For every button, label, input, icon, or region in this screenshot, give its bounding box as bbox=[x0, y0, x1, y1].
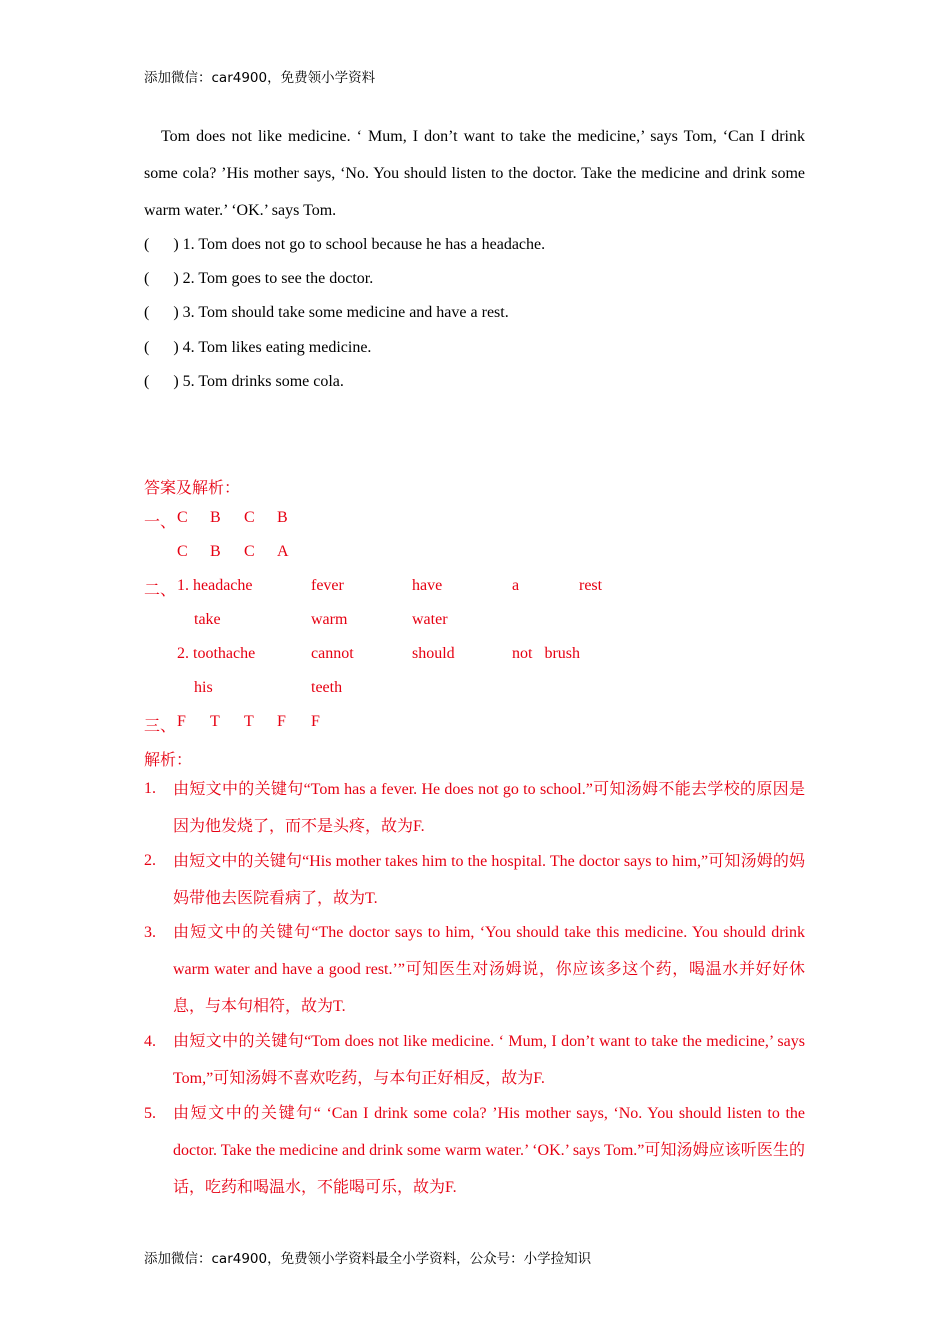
answer-bracket: ( ) bbox=[144, 339, 179, 356]
answer-cell: F bbox=[177, 713, 186, 730]
question-text: 3. Tom should take some medicine and have a rest. bbox=[182, 304, 509, 321]
explanation-text: 由短文中的关键句“Tom does not like medicine. ‘ Mum, I don’t want to take the medicine,’ says Tom,”可知汤姆不喜欢吃药，与本句正好相反，故为F. bbox=[173, 1033, 805, 1087]
answer-cell: F bbox=[311, 713, 320, 730]
answer-bracket: ( ) bbox=[144, 236, 179, 253]
explanation-title: 解析： bbox=[144, 752, 193, 769]
question-item bbox=[144, 270, 373, 288]
answer-cell: B bbox=[210, 509, 221, 526]
page-footer: 添加微信：car4900，免费领小学资料最全小学资料，公众号：小学捡知识 bbox=[144, 1251, 592, 1267]
answers-title: 答案及解析： bbox=[144, 480, 241, 497]
explanation-text: 由短文中的关键句“Tom has a fever. He does not go to school.”可知汤姆不能去学校的原因是因为他发烧了，而不是头疼，故为F. bbox=[173, 781, 805, 835]
answer-cell: rest bbox=[579, 577, 603, 594]
question-text: 4. Tom likes eating medicine. bbox=[182, 339, 372, 356]
answer-cell: fever bbox=[311, 577, 344, 594]
answer-bracket: ( ) bbox=[144, 304, 179, 321]
explanation-text: 由短文中的关键句“ ‘Can I drink some cola? ’His mother says, ‘No. You should listen to the doctor. Take the medicine and drink some warm water.’ ‘OK.’ says Tom.”可知汤姆应该听医生的话，吃药和喝温水，不能喝可乐，故为F. bbox=[173, 1105, 805, 1196]
answer-cell: not brush bbox=[512, 645, 580, 662]
question-text: 2. Tom goes to see the doctor. bbox=[182, 270, 374, 287]
part3-label: 三、 bbox=[144, 718, 177, 735]
answer-cell: take bbox=[194, 611, 221, 628]
question-item bbox=[144, 236, 545, 254]
answer-cell: a bbox=[512, 577, 520, 594]
answer-cell: warm bbox=[311, 611, 348, 628]
question-item bbox=[144, 339, 371, 357]
part1-label: 一、 bbox=[144, 514, 177, 531]
answer-cell: have bbox=[412, 577, 443, 594]
explanation-number: 2. bbox=[144, 852, 156, 869]
explanation-number: 3. bbox=[144, 924, 156, 941]
answer-cell: C bbox=[244, 543, 255, 560]
answer-cell: T bbox=[210, 713, 220, 730]
question-text: 1. Tom does not go to school because he has a headache. bbox=[182, 236, 546, 253]
explanation-number: 5. bbox=[144, 1105, 156, 1122]
question-item bbox=[144, 373, 344, 391]
explanation-text: 由短文中的关键句“The doctor says to him, ‘You should take this medicine. You should drink warm water and have a good rest.’”可知医生对汤姆说，你应该多这个药，喝温水并好好休息，与本句相符，故为T. bbox=[173, 924, 805, 1015]
question-text: 5. Tom drinks some cola. bbox=[182, 373, 344, 390]
explanation-text: 由短文中的关键句“His mother takes him to the hospital. The doctor says to him,”可知汤姆的妈妈带他去医院看病了，故为T. bbox=[173, 853, 805, 907]
answer-cell: water bbox=[412, 611, 448, 628]
answer-cell: 1. headache bbox=[177, 577, 253, 594]
answer-cell: B bbox=[277, 509, 288, 526]
answer-cell: cannot bbox=[311, 645, 354, 662]
answer-cell: B bbox=[210, 543, 221, 560]
part2-label: 二、 bbox=[144, 582, 177, 599]
answer-cell: T bbox=[244, 713, 254, 730]
explanation-number: 1. bbox=[144, 780, 156, 797]
page-header: 添加微信：car4900，免费领小学资料 bbox=[144, 70, 376, 86]
answer-cell: his bbox=[194, 679, 213, 696]
answer-cell: teeth bbox=[311, 679, 343, 696]
explanation-number: 4. bbox=[144, 1033, 156, 1050]
answer-cell: A bbox=[277, 543, 289, 560]
answer-cell: 2. toothache bbox=[177, 645, 256, 662]
question-item bbox=[144, 304, 509, 322]
answer-bracket: ( ) bbox=[144, 373, 179, 390]
answer-cell: C bbox=[177, 509, 188, 526]
passage-paragraph: Tom does not like medicine. ‘ Mum, I don’t want to take the medicine,’ says Tom, ‘Can I drink some cola? ’His mother says, ‘No. You should listen to the doctor. Take the medicine and drink some warm water.’ ‘OK.’ says Tom. bbox=[144, 128, 805, 219]
answer-cell: should bbox=[412, 645, 455, 662]
answer-cell: F bbox=[277, 713, 286, 730]
answer-cell: C bbox=[244, 509, 255, 526]
answer-bracket: ( ) bbox=[144, 270, 179, 287]
answer-cell: C bbox=[177, 543, 188, 560]
